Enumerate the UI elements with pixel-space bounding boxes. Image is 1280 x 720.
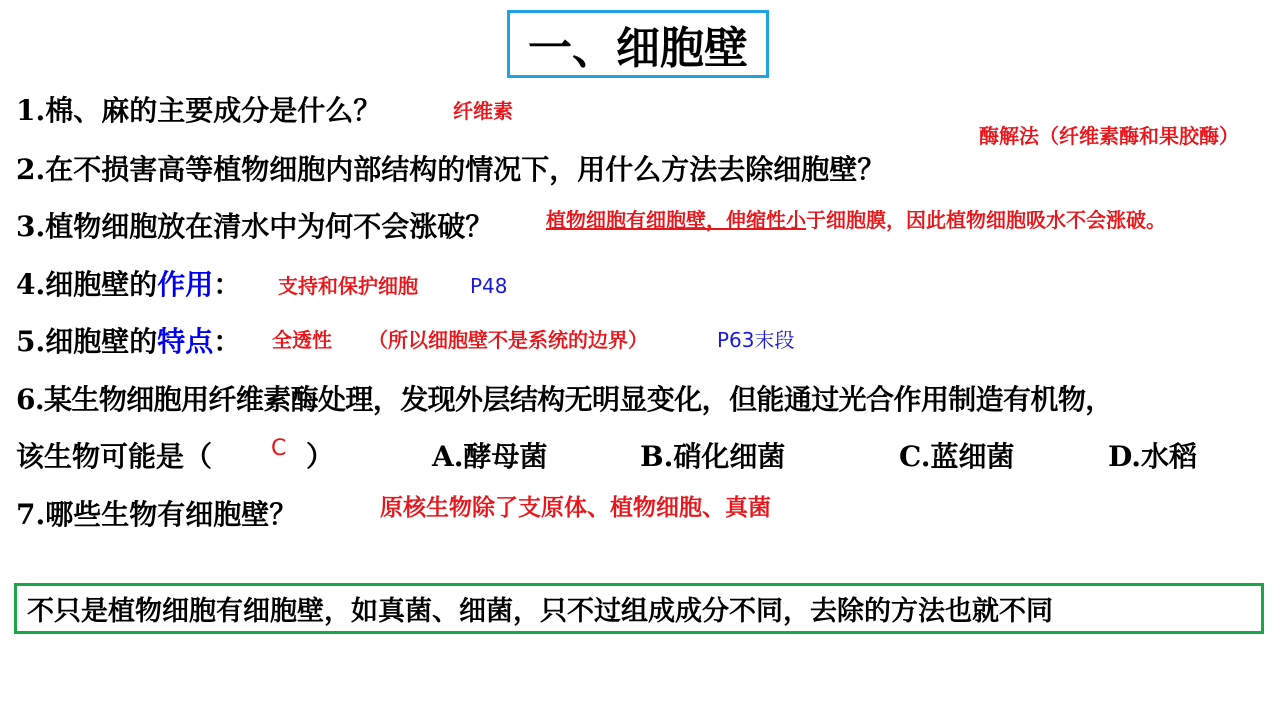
question-6-line1: 6.某生物细胞用纤维素酶处理，发现外层结构无明显变化，但能通过光合作用制造有机物， [16, 383, 1113, 416]
slide-title: 一、细胞壁 [507, 10, 769, 78]
question-4: 4.细胞壁的作用： [16, 268, 242, 301]
answer-5-note: （所以细胞壁不是系统的边界） [368, 328, 648, 352]
answer-1: 纤维素 [453, 99, 513, 123]
question-7: 7.哪些生物有细胞壁？ [16, 498, 298, 531]
summary-note: 不只是植物细胞有细胞壁，如真菌、细菌，只不过组成成分不同，去除的方法也就不同 [14, 583, 1264, 634]
answer-2: 酶解法（纤维素酶和果胶酶） [979, 124, 1239, 148]
option-a: A.酵母菌 [432, 440, 548, 473]
answer-3-rest: 于细胞膜，因此植物细胞吸水不会涨破。 [806, 208, 1166, 232]
option-c: C.蓝细菌 [899, 440, 1015, 473]
question-5: 5.细胞壁的特点： [16, 325, 242, 358]
question-3: 3.植物细胞放在清水中为何不会涨破？ [16, 210, 494, 243]
answer-5: 全透性 [272, 328, 332, 352]
answer-4: 支持和保护细胞 [278, 274, 418, 298]
question-2: 2.在不损害高等植物细胞内部结构的情况下，用什么方法去除细胞壁？ [16, 153, 886, 186]
highlight-feature: 特点 [157, 325, 214, 358]
question-6-close-paren: ） [306, 440, 335, 473]
page-ref-5: P63末段 [717, 328, 795, 352]
answer-3 [546, 210, 1166, 230]
option-d: D.水稻 [1108, 440, 1198, 473]
option-b: B.硝化细菌 [640, 440, 786, 473]
page-ref-4: P48 [470, 274, 508, 298]
answer-6: C [271, 436, 287, 461]
highlight-function: 作用 [157, 268, 214, 301]
answer-7: 原核生物除了支原体、植物细胞、真菌 [380, 495, 771, 521]
question-6-line2: 该生物可能是（ [16, 440, 213, 473]
question-1: 1.棉、麻的主要成分是什么？ [16, 94, 382, 127]
answer-3-underlined: 植物细胞有细胞壁，伸缩性小 [546, 208, 806, 232]
